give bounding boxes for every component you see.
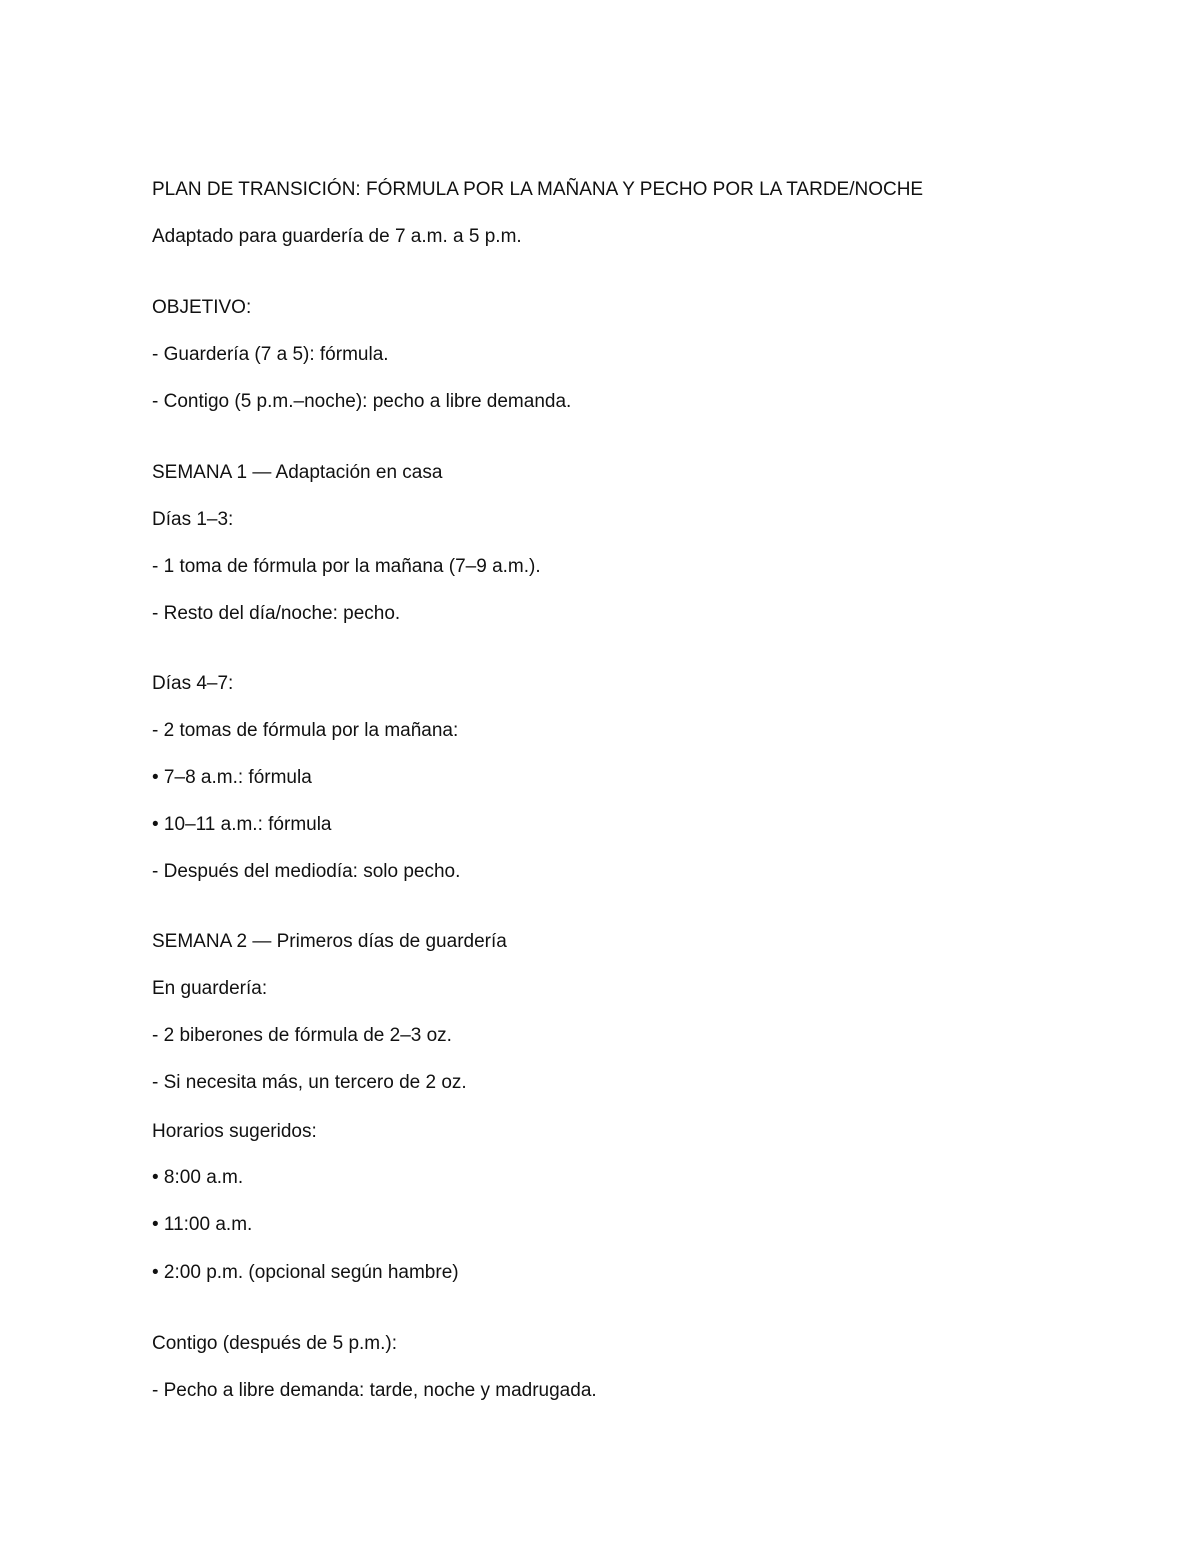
list-item: • 2:00 p.m. (opcional según hambre) — [152, 1262, 459, 1283]
document-subtitle: Adaptado para guardería de 7 a.m. a 5 p.m. — [152, 226, 522, 247]
list-item: - Después del mediodía: solo pecho. — [152, 861, 461, 882]
list-item: - 2 biberones de fórmula de 2–3 oz. — [152, 1025, 452, 1046]
week2-with-you-heading: Contigo (después de 5 p.m.): — [152, 1333, 398, 1354]
list-item: • 7–8 a.m.: fórmula — [152, 767, 312, 788]
list-item: • 10–11 a.m.: fórmula — [152, 814, 332, 835]
list-item: - Si necesita más, un tercero de 2 oz. — [152, 1072, 467, 1093]
list-item: - Pecho a libre demanda: tarde, noche y madrugada. — [152, 1380, 597, 1401]
list-item: - 1 toma de fórmula por la mañana (7–9 a.m.). — [152, 556, 541, 577]
week2-schedule-heading: Horarios sugeridos: — [152, 1121, 317, 1142]
list-item: • 11:00 a.m. — [152, 1214, 253, 1235]
list-item: - Resto del día/noche: pecho. — [152, 603, 401, 624]
week1-days-4-7-heading: Días 4–7: — [152, 673, 234, 694]
week1-days-1-3-heading: Días 1–3: — [152, 509, 234, 530]
objective-heading: OBJETIVO: — [152, 297, 252, 318]
week2-daycare-heading: En guardería: — [152, 978, 268, 999]
list-item: • 8:00 a.m. — [152, 1167, 244, 1188]
week1-heading: SEMANA 1 — Adaptación en casa — [152, 462, 443, 483]
objective-item-daycare: - Guardería (7 a 5): fórmula. — [152, 344, 389, 365]
objective-item-with-you: - Contigo (5 p.m.–noche): pecho a libre demanda. — [152, 391, 572, 412]
week2-heading: SEMANA 2 — Primeros días de guardería — [152, 931, 507, 952]
document-title: PLAN DE TRANSICIÓN: FÓRMULA POR LA MAÑANA Y PECHO POR LA TARDE/NOCHE — [152, 179, 924, 200]
list-item: - 2 tomas de fórmula por la mañana: — [152, 720, 459, 741]
